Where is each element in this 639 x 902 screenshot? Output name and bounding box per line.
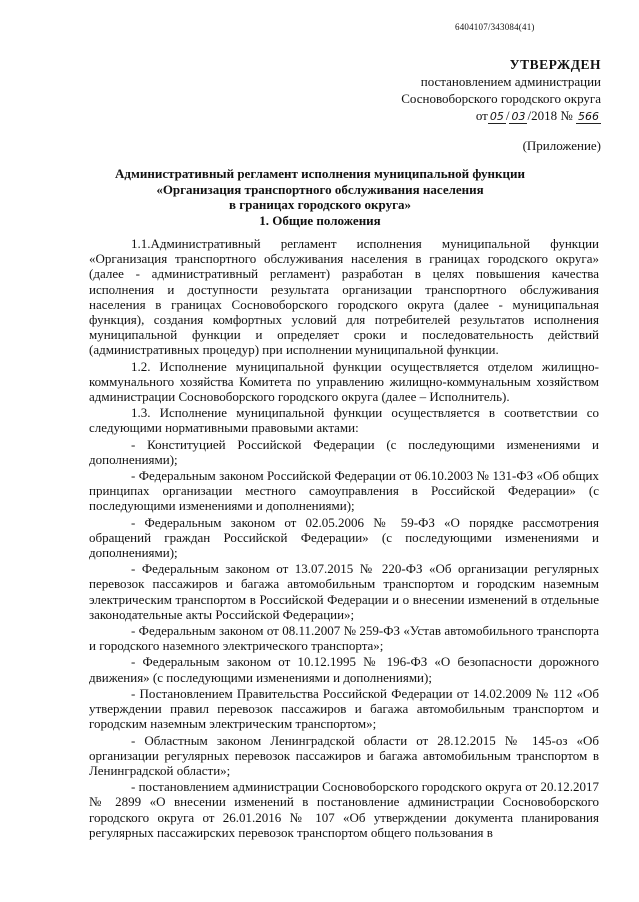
paragraph: 1.3. Исполнение муниципальной функции осуществляется в соответствии со следующими нормативными правовыми актами: (89, 405, 599, 436)
paragraph: - постановлением администрации Сосновоборского городского округа от 20.12.2017 № 2899 «О внесении изменений в постановление администрации Сосновоборского городского округа от 26.01.2016 № 107 «Об утверждении документа планирования регулярных пассажирских перевозок транспортом общего пользования в (89, 779, 599, 840)
handwritten-month: 03 (511, 110, 526, 123)
section-title: 1. Общие положения (259, 213, 381, 228)
approval-block (371, 56, 601, 125)
paragraph: - Постановлением Правительства Российской Федерации от 14.02.2009 № 112 «Об утверждении правил перевозок пассажиров и багажа автомобильным транспортом и городским наземным электрическим транспортом»; (89, 685, 599, 732)
title-line-2: «Организация транспортного обслуживания населения (156, 181, 484, 197)
approval-date-line: от 05 / 03 /2018 № 566 (475, 108, 599, 123)
approval-line-2: Сосновоборского городского округа (401, 91, 601, 106)
approval-heading: УТВЕРЖДЕН (509, 57, 601, 72)
body-text (89, 236, 599, 841)
paragraph: - Федеральным законом Российской Федерации от 06.10.2003 № 131-ФЗ «Об общих принципах организации местного самоуправления в Российской Федерации» (с последующими изменениями и дополнениями); (89, 468, 599, 514)
date-prefix: от (475, 108, 488, 123)
date-year: /2018 № (527, 108, 573, 123)
paragraph: - Федеральным законом от 10.12.1995 № 196-ФЗ «О безопасности дорожного движения» (с последующими изменениями и дополнениями); (89, 654, 599, 685)
paragraph: - Конституцией Российской Федерации (с последующими изменениями и дополнениями); (89, 436, 599, 467)
paragraph: 1.2. Исполнение муниципальной функции осуществляется отделом жилищно-коммунального хозяйства Комитета по управлению жилищно-коммунальным хозяйством администрации Сосновоборского городского округа (далее – Исполнитель). (89, 358, 599, 405)
appendix-label: (Приложение) (522, 138, 601, 153)
document-title (90, 166, 550, 213)
handwritten-day: 05 (489, 110, 504, 123)
paragraph: - Федеральным законом от 02.05.2006 № 59-ФЗ «О порядке рассмотрения обращений граждан Российской Федерации» (с последующими изменениями и дополнениями); (89, 514, 599, 561)
title-line-3: в границах городского округа» (228, 197, 411, 212)
paragraph: - Федеральным законом от 08.11.2007 № 259-ФЗ «Устав автомобильного транспорта и городского наземного электрического транспорта»; (89, 623, 599, 654)
approval-line-1: постановлением администрации (420, 74, 601, 89)
title-line-1: Административный регламент исполнения муниципальной функции (115, 166, 525, 181)
paragraph: - Областным законом Ленинградской области от 28.12.2015 № 145-оз «Об организации регулярных перевозок пассажиров и багажа автомобильным транспортом в Ленинградской области»; (89, 732, 599, 778)
paragraph: - Федеральным законом от 13.07.2015 № 220-ФЗ «Об организации регулярных перевозок пассажиров и багажа автомобильным транспортом и городским наземным электрическим транспортом в Российской Федерации и о внесении изменений в отдельные законодательные акты Российской Федерации»; (89, 561, 599, 622)
handwritten-number: 566 (578, 110, 599, 123)
document-id-number: 6404107/343084(41) (455, 22, 535, 32)
paragraph: 1.1.Административный регламент исполнения муниципальной функции «Организация транспортного обслуживания населения в границах городского округа» (далее - административный регламент) разработан в целях повышения качества исполнения и доступности результата организации транспортного обслуживания населения в границах Сосновоборского городского округа (далее - муниципальная функция), создания комфортных условий для потребителей результатов исполнения муниципальной функции и определяет сроки и последовательность действий (административных процедур) при исполнении муниципальной функции. (89, 236, 599, 358)
